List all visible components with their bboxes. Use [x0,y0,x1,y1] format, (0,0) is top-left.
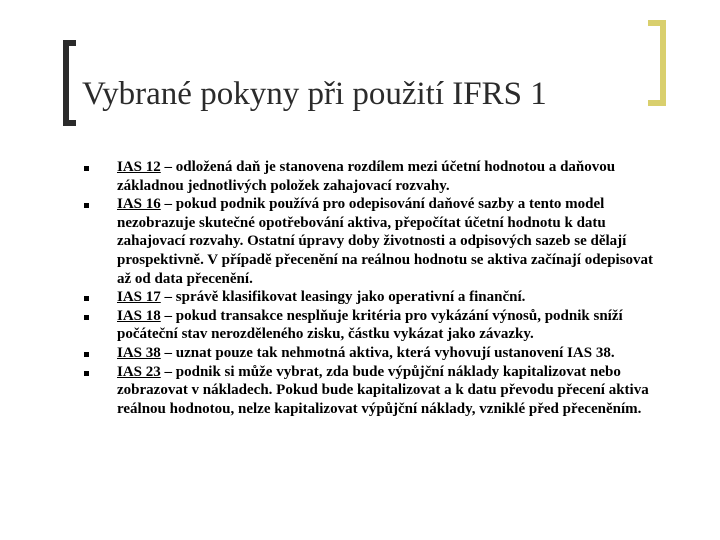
list-item [84,158,670,195]
standard-reference: IAS 18 [117,307,161,324]
square-bullet-icon [84,315,89,320]
standard-reference: IAS 23 [117,363,161,380]
list-item [84,363,670,419]
square-bullet-icon [84,296,89,301]
list-item [84,288,670,307]
standard-reference: IAS 16 [117,196,161,213]
left-bracket-decoration [63,40,76,126]
standard-reference: IAS 38 [117,344,161,361]
standard-reference: IAS 17 [117,289,161,306]
square-bullet-icon [84,371,89,376]
item-text: – pokud podnik používá pro odepisování daňové sazby a tento model nezobrazuje skutečné opotřebování aktiva, přepočítat účetní hodnotu k datu zahajovací rozvahy. Ostatní úpravy doby životnosti a odpisových sazeb se dělají prospektivně. V případě přecenění na reálnou hodnotu se aktiva začínají odepisovat až od data přecenění. [117,196,654,287]
standard-reference: IAS 12 [117,159,161,175]
item-text: – správě klasifikovat leasingy jako operativní a finanční. [160,289,526,306]
slide-title: Vybrané pokyny při použití IFRS 1 [82,76,547,112]
list-item [84,344,670,363]
item-text: – podnik si může vybrat, zda bude výpůjční náklady kapitalizovat nebo zobrazovat v nákladech. Pokud bude kapitalizovat a k datu převodu přecení aktiva reálnou hodnotou, nelze kapitalizovat výpůjční náklady, vzniklé před přeceněním. [117,363,649,417]
item-text: – odložená daň je stanovena rozdílem mezi účetní hodnotou a daňovou základnou jednotlivých položek zahajovací rozvahy. [117,159,616,194]
bullet-list [84,158,670,418]
item-text: – pokud transakce nesplňuje kritéria pro vykázání výnosů, podnik sníží počáteční stav nerozděleného zisku, částku vykázat jako závazky. [117,307,623,343]
square-bullet-icon [84,203,89,208]
list-item [84,195,670,288]
square-bullet-icon [84,352,89,357]
square-bullet-icon [84,166,89,171]
right-bracket-decoration [648,20,666,106]
list-item [84,307,670,344]
item-text: – uznat pouze tak nehmotná aktiva, která vyhovují ustanovení IAS 38. [160,344,615,361]
